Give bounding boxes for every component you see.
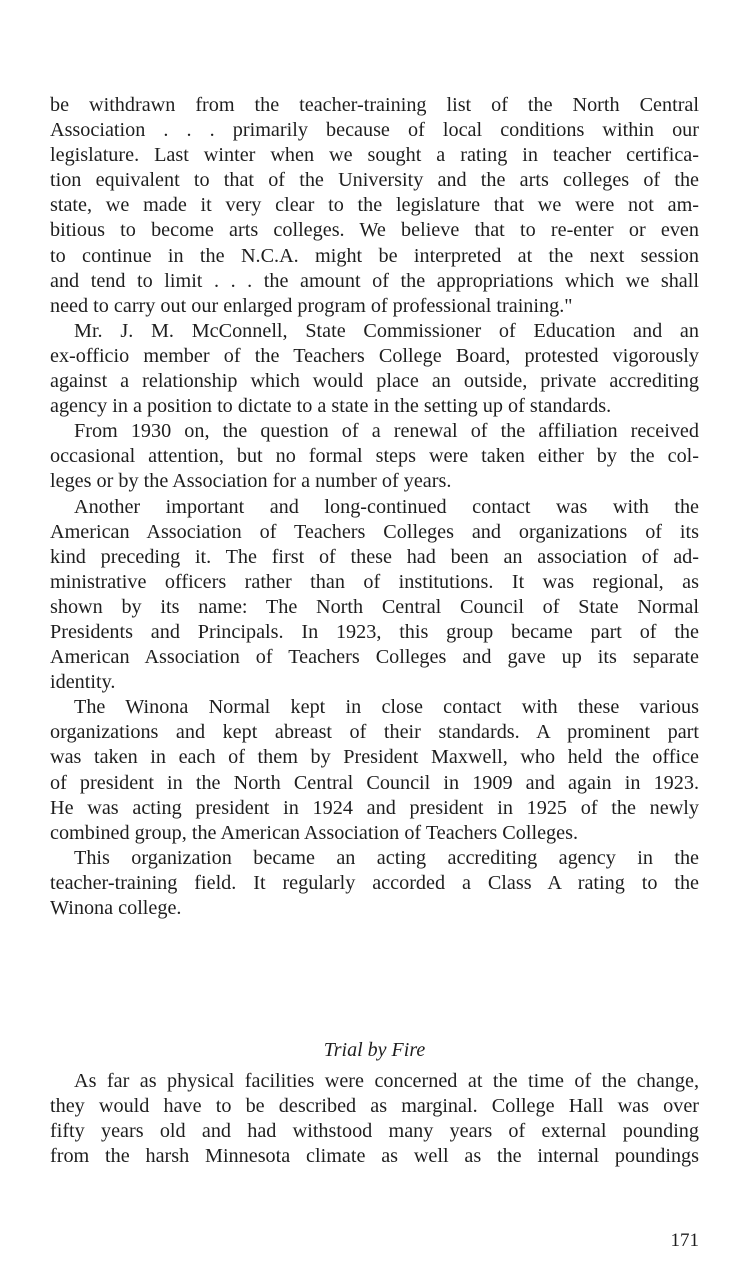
text-line: agency in a position to dictate to a state in the setting up of standards. [50, 395, 612, 418]
text-line: bitious to become arts colleges. We believe that to re-enter or even [50, 219, 699, 242]
text-line: He was acting president in 1924 and president in 1925 of the newly [50, 796, 699, 819]
text-line: Winona college. [50, 897, 182, 919]
text-line: state, we made it very clear to the legislature that we were not am- [50, 194, 699, 217]
section-text [50, 1069, 699, 1169]
text-line: This organization became an acting accrediting agency in the [74, 846, 699, 869]
text-line: of president in the North Central Council in 1909 and again in 1923. [50, 771, 699, 794]
text-line: ex-officio member of the Teachers College Board, protested vigorously [50, 344, 699, 367]
section-heading: Trial by Fire [323, 1039, 426, 1061]
text-line: and tend to limit . . . the amount of the appropriations which we shall [50, 269, 699, 292]
text-line: The Winona Normal kept in close contact with these various [74, 696, 699, 719]
text-line: Presidents and Principals. In 1923, this group became part of the [50, 620, 699, 643]
text-line: American Association of Teachers Colleges and gave up its separate [50, 646, 699, 669]
text-line: legislature. Last winter when we sought a rating in teacher certifica- [50, 144, 699, 167]
text-line: need to carry out our enlarged program of professional training." [50, 294, 573, 317]
text-line: Another important and long-continued contact was with the [74, 495, 699, 518]
text-line: As far as physical facilities were concerned at the time of the change, [74, 1070, 699, 1092]
text-line: combined group, the American Association of Teachers Colleges. [50, 821, 578, 844]
text-line: kind preceding it. The first of these had been an association of ad- [50, 545, 699, 568]
text-line: ministrative officers rather than of institutions. It was regional, as [50, 570, 699, 593]
text-line: American Association of Teachers Colleges and organizations of its [50, 520, 699, 543]
text-line: leges or by the Association for a number of years. [50, 470, 452, 493]
text-line: organizations and kept abreast of their standards. A prominent part [50, 721, 699, 744]
text-line: From 1930 on, the question of a renewal of the affiliation received [74, 420, 699, 443]
text-line: fifty years old and had withstood many years of external pounding [50, 1120, 699, 1143]
text-line: they would have to be described as marginal. College Hall was over [50, 1095, 699, 1118]
text-line: be withdrawn from the teacher-training list of the North Central [50, 94, 699, 116]
body-text [50, 93, 699, 921]
text-line: Association . . . primarily because of local conditions within our [50, 119, 699, 142]
page-number: 171 [670, 1230, 699, 1251]
text-line: from the harsh Minnesota climate as well as the internal poundings [50, 1145, 699, 1168]
text-line: to continue in the N.C.A. might be interpreted at the next session [50, 244, 699, 267]
text-line: identity. [50, 671, 116, 694]
text-line: against a relationship which would place an outside, private accrediting [50, 370, 699, 393]
text-line: tion equivalent to that of the University and the arts colleges of the [50, 169, 699, 192]
text-line: was taken in each of them by President Maxwell, who held the office [50, 746, 699, 769]
text-line: teacher-training field. It regularly accorded a Class A rating to the [50, 871, 699, 894]
text-line: occasional attention, but no formal steps were taken either by the col- [50, 445, 699, 468]
text-line: Mr. J. M. McConnell, State Commissioner of Education and an [74, 319, 699, 342]
text-line: shown by its name: The North Central Council of State Normal [50, 595, 699, 618]
